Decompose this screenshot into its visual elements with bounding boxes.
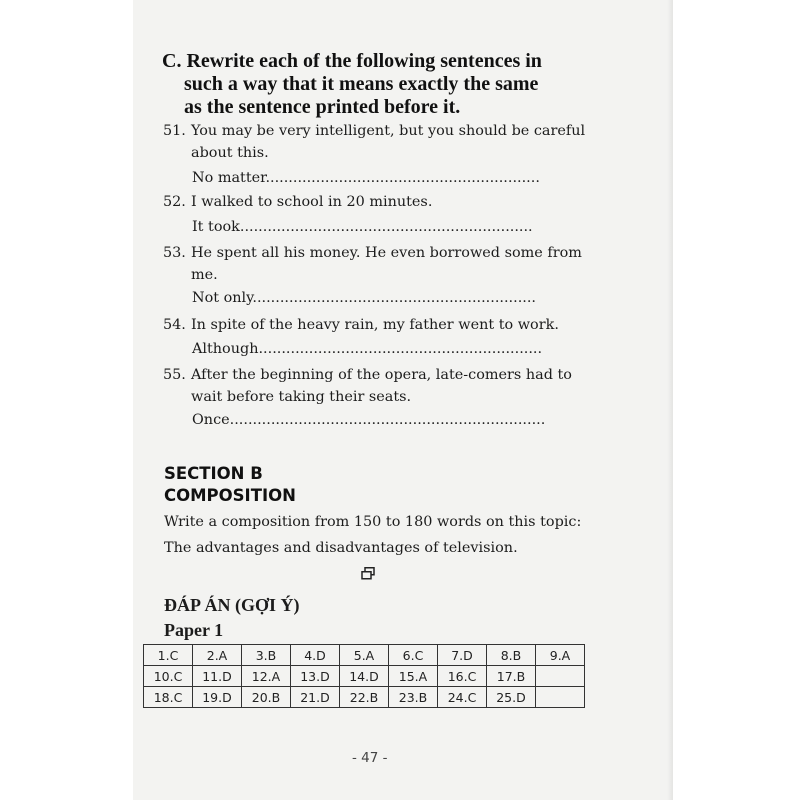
answer-cell: 10.C xyxy=(144,666,193,687)
answer-cell: 5.A xyxy=(340,645,389,666)
question-number: 55. xyxy=(163,367,186,383)
answer-table xyxy=(143,644,585,708)
answer-cell: 9.A xyxy=(536,645,585,666)
answer-table-body xyxy=(144,645,585,708)
answer-dots: ............................................................ xyxy=(265,170,540,186)
answer-line-53 xyxy=(192,290,536,306)
answer-cell: 12.A xyxy=(242,666,291,687)
question-text-line-2: about this. xyxy=(191,145,269,161)
answer-cell: 16.C xyxy=(438,666,487,687)
answer-cell: 13.D xyxy=(291,666,340,687)
question-51 xyxy=(163,120,585,164)
question-text-line-1: In spite of the heavy rain, my father went to work. xyxy=(191,317,559,333)
answer-dots: ..................................................................... xyxy=(229,412,546,428)
question-text-line-1: You may be very intelligent, but you should be careful xyxy=(191,123,586,139)
ornament-icon xyxy=(361,567,375,580)
answer-row xyxy=(144,645,585,666)
composition-instruction: Write a composition from 150 to 180 words on this topic: xyxy=(164,514,582,530)
answer-line-54 xyxy=(192,341,542,357)
paper-label: Paper 1 xyxy=(164,620,224,640)
question-text-line-2: me. xyxy=(191,267,218,283)
answer-prompt: Although xyxy=(192,341,259,357)
answer-row xyxy=(144,687,585,708)
question-52 xyxy=(163,191,432,213)
answers-heading: ĐÁP ÁN (GỢI Ý) xyxy=(164,595,300,615)
answer-dots: .............................................................. xyxy=(252,290,536,306)
answer-cell: 18.C xyxy=(144,687,193,708)
answer-prompt: It took xyxy=(192,219,240,235)
answer-cell: 20.B xyxy=(242,687,291,708)
answer-prompt: Once xyxy=(192,412,230,428)
answer-line-55 xyxy=(192,412,545,428)
answer-cell: 11.D xyxy=(193,666,242,687)
question-53 xyxy=(163,242,582,286)
part-c-heading xyxy=(162,50,542,119)
answer-cell: 2.A xyxy=(193,645,242,666)
part-c-heading-line-2: such a way that it means exactly the same xyxy=(184,73,539,95)
answer-cell xyxy=(536,687,585,708)
answer-cell: 21.D xyxy=(291,687,340,708)
section-b-title xyxy=(164,463,296,507)
answer-cell: 17.B xyxy=(487,666,536,687)
question-number: 54. xyxy=(163,317,186,333)
answer-cell xyxy=(536,666,585,687)
page-number: - 47 - xyxy=(352,750,388,766)
question-text-line-1: I walked to school in 20 minutes. xyxy=(191,194,433,210)
question-text-line-1: After the beginning of the opera, late-comers had to xyxy=(191,367,572,383)
answer-cell: 25.D xyxy=(487,687,536,708)
answer-cell: 19.D xyxy=(193,687,242,708)
answer-cell: 23.B xyxy=(389,687,438,708)
section-b-title-line-1: SECTION B xyxy=(164,464,263,483)
answer-prompt: Not only xyxy=(192,290,253,306)
part-c-heading-line-3: as the sentence printed before it. xyxy=(184,96,461,118)
question-number: 53. xyxy=(163,245,186,261)
question-55 xyxy=(163,364,572,408)
answer-line-52 xyxy=(192,219,533,235)
part-c-heading-line-1: C. Rewrite each of the following sentences in xyxy=(162,50,542,72)
answer-cell: 24.C xyxy=(438,687,487,708)
answer-cell: 4.D xyxy=(291,645,340,666)
question-number: 52. xyxy=(163,194,186,210)
answer-cell: 15.A xyxy=(389,666,438,687)
answer-cell: 8.B xyxy=(487,645,536,666)
answer-prompt: No matter xyxy=(192,170,266,186)
answer-cell: 1.C xyxy=(144,645,193,666)
question-54 xyxy=(163,314,559,336)
answer-cell: 14.D xyxy=(340,666,389,687)
answer-dots: .............................................................. xyxy=(258,341,543,357)
answer-dots: ................................................................ xyxy=(239,219,533,235)
answer-cell: 6.C xyxy=(389,645,438,666)
question-text-line-2: wait before taking their seats. xyxy=(191,389,412,405)
question-number: 51. xyxy=(163,123,186,139)
answer-line-51 xyxy=(192,170,540,186)
answer-cell: 22.B xyxy=(340,687,389,708)
answer-row xyxy=(144,666,585,687)
composition-topic: The advantages and disadvantages of television. xyxy=(164,540,518,556)
section-b-title-line-2: COMPOSITION xyxy=(164,486,296,505)
question-text-line-1: He spent all his money. He even borrowed some from xyxy=(191,245,582,261)
answer-cell: 3.B xyxy=(242,645,291,666)
answer-cell: 7.D xyxy=(438,645,487,666)
